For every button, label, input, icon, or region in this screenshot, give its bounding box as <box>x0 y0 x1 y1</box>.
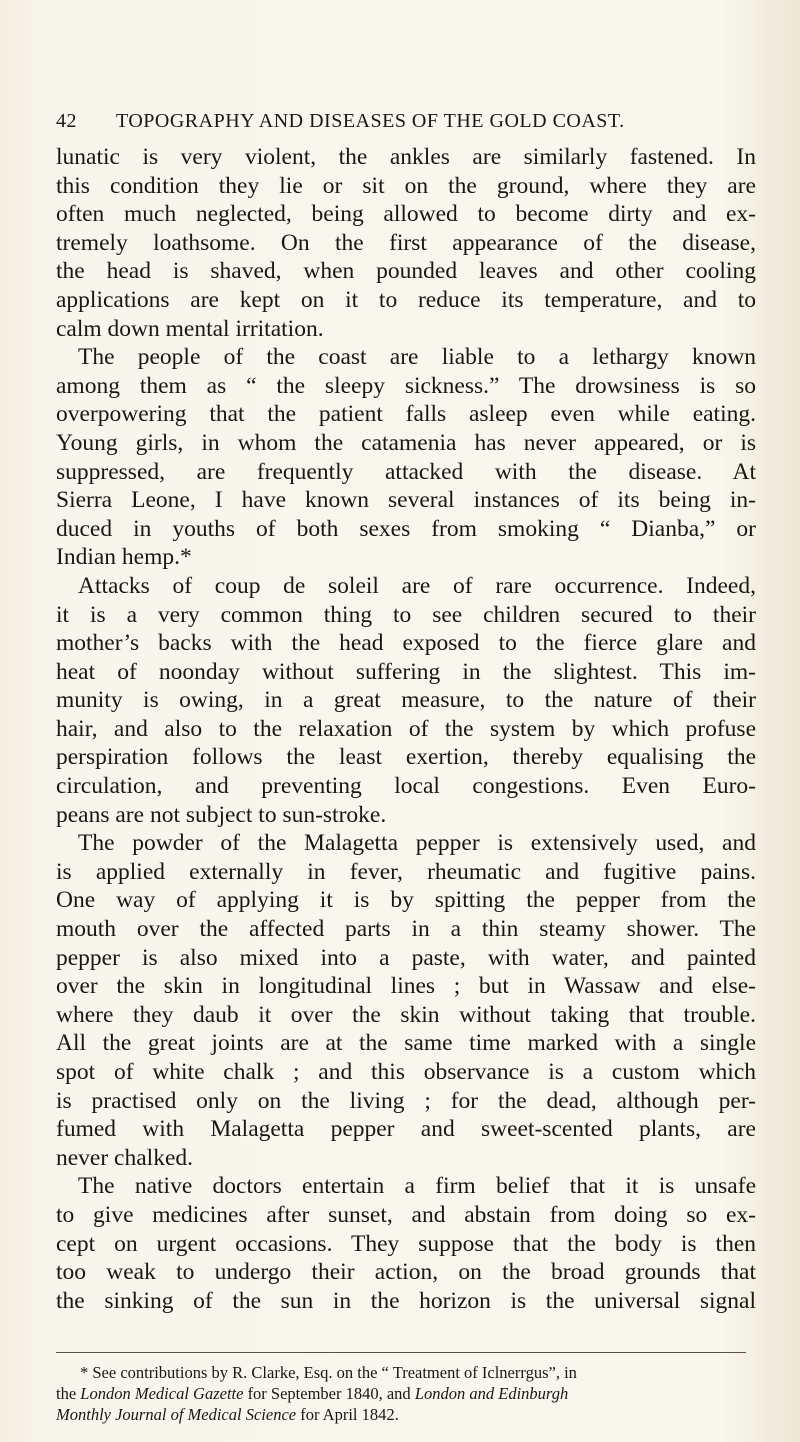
body-line: The native doctors entertain a firm belief that it is unsafe <box>78 1173 756 1200</box>
body-line: applications are kept on it to reduce its temperature, and to <box>56 286 756 313</box>
footnote <box>56 1362 756 1425</box>
body-line: Young girls, in whom the catamenia has never appeared, or is <box>56 429 756 456</box>
body-line: the head is shaved, when pounded leaves and other cooling <box>56 258 756 285</box>
body-line: All the great joints are at the same time marked with a single <box>56 1030 756 1057</box>
body-line: mother’s backs with the head exposed to the fierce glare and <box>56 630 756 657</box>
body-line: pepper is also mixed into a paste, with water, and painted <box>56 944 756 971</box>
body-line: The people of the coast are liable to a lethargy known <box>78 344 756 371</box>
body-line: often much neglected, being allowed to become dirty and ex- <box>56 201 756 228</box>
body-line: fumed with Malagetta pepper and sweet-scented plants, are <box>56 1116 756 1143</box>
page-number: 42 <box>56 110 77 132</box>
journal-title: London Medical Gazette <box>80 1384 244 1403</box>
body-line: among them as “ the sleepy sickness.” The drowsiness is so <box>56 372 756 399</box>
body-line: Attacks of coup de soleil are of rare occurrence. Indeed, <box>78 572 756 599</box>
body-line: is practised only on the living ; for the dead, although per- <box>56 1087 756 1114</box>
body-line: calm down mental irritation. <box>56 315 324 342</box>
body-line: over the skin in longitudinal lines ; but in Wassaw and else- <box>56 973 756 1000</box>
body-line: One way of applying it is by spitting the pepper from the <box>56 887 756 914</box>
page-header <box>56 110 746 140</box>
body-line: is applied externally in fever, rheumatic and fugitive pains. <box>56 858 756 885</box>
journal-title: London and Edinburgh <box>414 1384 569 1403</box>
body-line: munity is owing, in a great measure, to the nature of their <box>56 687 756 714</box>
journal-title: Monthly Journal of Medical Science <box>56 1405 297 1424</box>
body-line: peans are not subject to sun-stroke. <box>56 801 387 828</box>
body-line: Sierra Leone, I have known several instances of its being in- <box>56 487 756 514</box>
footnote-line-2 <box>56 1383 756 1404</box>
body-line: suppressed, are frequently attacked with the disease. At <box>56 458 756 485</box>
running-head: TOPOGRAPHY AND DISEASES OF THE GOLD COAST. <box>116 110 625 132</box>
body-line: mouth over the affected parts in a thin steamy shower. The <box>56 916 756 943</box>
footnote-text: the <box>56 1384 81 1403</box>
footnote-text: for September 1840, and <box>243 1384 415 1403</box>
body-line: perspiration follows the least exertion, thereby equalising the <box>56 744 756 771</box>
body-line: to give medicines after sunset, and abstain from doing so ex- <box>56 1201 756 1228</box>
body-line: hair, and also to the relaxation of the system by which profuse <box>56 715 756 742</box>
body-line: lunatic is very violent, the ankles are similarly fastened. In <box>56 144 756 170</box>
body-line: The powder of the Malagetta pepper is extensively used, and <box>78 830 756 857</box>
body-line: duced in youths of both sexes from smoking “ Dianba,” or <box>56 515 756 542</box>
body-line: the sinking of the sun in the horizon is the universal signal <box>56 1287 756 1314</box>
body-line: too weak to undergo their action, on the broad grounds that <box>56 1259 756 1286</box>
footnote-line-3 <box>56 1404 756 1425</box>
body-text <box>56 143 756 1315</box>
body-line: tremely loathsome. On the first appearance of the disease, <box>56 229 756 256</box>
footnote-divider <box>56 1352 746 1353</box>
body-line: never chalked. <box>56 1144 194 1171</box>
body-line: spot of white chalk ; and this observance is a custom which <box>56 1059 756 1085</box>
body-line: circulation, and preventing local congestions. Even Euro- <box>56 773 756 800</box>
body-line: overpowering that the patient falls asleep even while eating. <box>56 401 756 428</box>
footnote-text: for April 1842. <box>296 1405 399 1424</box>
body-line: it is a very common thing to see children secured to their <box>56 601 756 628</box>
body-line: where they daub it over the skin without taking that trouble. <box>56 1001 756 1028</box>
footnote-line-1: * See contributions by R. Clarke, Esq. on the “ Treatment of Iclnerrgus”, in <box>80 1363 577 1382</box>
body-line: this condition they lie or sit on the ground, where they are <box>56 172 756 199</box>
body-line: Indian hemp.* <box>56 544 192 571</box>
body-line: heat of noonday without suffering in the slightest. This im- <box>56 658 756 685</box>
body-line: cept on urgent occasions. They suppose that the body is then <box>56 1230 756 1257</box>
